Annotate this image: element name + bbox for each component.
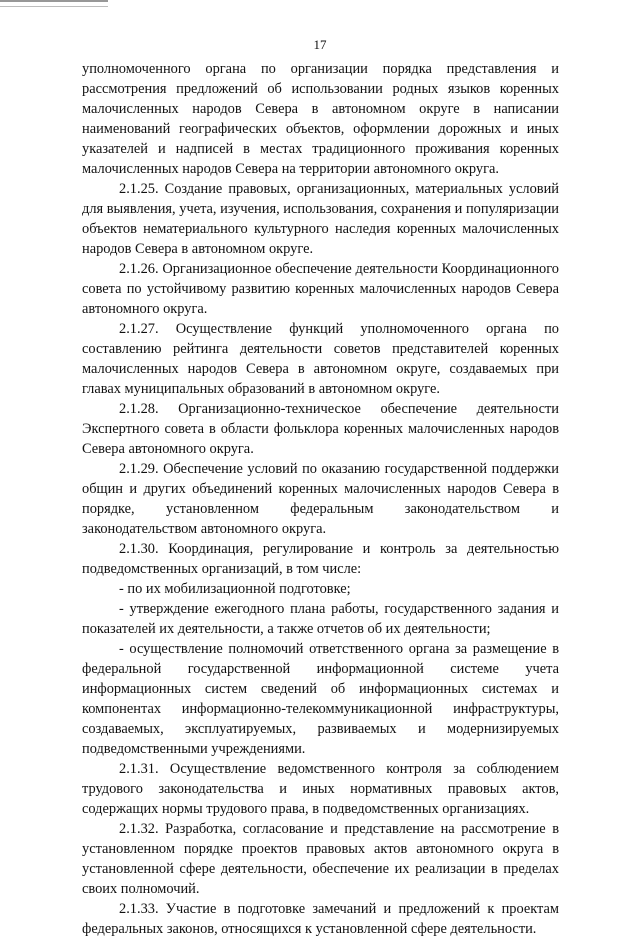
list-item-annual-plan: - утверждение ежегодного плана работы, государственного задания и показателей их деятельности, а также отчетов об их деятельности; <box>82 601 559 637</box>
paragraph-2-1-26: 2.1.26. Организационное обеспечение деятельности Координационного совета по устойчивому развитию коренных малочисленных народов Севера автономного округа. <box>82 261 559 317</box>
paragraph-2-1-29: 2.1.29. Обеспечение условий по оказанию государственной поддержки общин и других объединений коренных малочисленных народов Севера в порядке, установленном федеральным законодательством и законодательством автономного округа. <box>82 461 559 537</box>
list-item-information-systems: - осуществление полномочий ответственного органа за размещение в федеральной государственной информационной системе учета информационных систем сведений об информационных системах и компонентах информационно-телекоммуникационной инфраструктуры, создаваемых, эксплуатируемых, развиваемых и модернизируемых подведомственными учреждениями. <box>82 641 559 757</box>
list-item-mobilization: - по их мобилизационной подготовке; <box>119 581 351 597</box>
paragraph-continuation: уполномоченного органа по организации порядка представления и рассмотрения предложений об использовании родных языков коренных малочисленных народов Севера в автономном округе в написании наименований географических объектов, оформлении дорожных и иных указателей и надписей в местах традиционного проживания коренных малочисленных народов Севера на территории автономного округа. <box>82 61 559 177</box>
paragraph-2-1-33: 2.1.33. Участие в подготовке замечаний и предложений к проектам федеральных законов, относящихся к установленной сфере деятельности. <box>82 901 559 937</box>
paragraph-2-1-25: 2.1.25. Создание правовых, организационных, материальных условий для выявления, учета, изучения, использования, сохранения и популяризации объектов нематериального культурного наследия коренных малочисленных народов Севера в автономном округе. <box>82 181 559 257</box>
paragraph-2-1-30: 2.1.30. Координация, регулирование и контроль за деятельностью подведомственных организаций, в том числе: <box>82 541 559 577</box>
page-number: 17 <box>313 37 327 52</box>
paragraph-2-1-32: 2.1.32. Разработка, согласование и представление на рассмотрение в установленном порядке проектов правовых актов автономного округа в установленной сфере деятельности, обеспечение их реализации в пределах своих полномочий. <box>82 821 559 897</box>
scan-artifact-line <box>0 0 108 7</box>
document-body <box>82 59 559 939</box>
paragraph-2-1-31: 2.1.31. Осуществление ведомственного контроля за соблюдением трудового законодательства и иных нормативных правовых актов, содержащих нормы трудового права, в подведомственных организациях. <box>82 761 559 817</box>
paragraph-2-1-28: 2.1.28. Организационно-техническое обеспечение деятельности Экспертного совета в области фольклора коренных малочисленных народов Севера автономного округа. <box>82 401 559 457</box>
paragraph-2-1-27: 2.1.27. Осуществление функций уполномоченного органа по составлению рейтинга деятельности советов представителей коренных малочисленных народов Севера в автономном округе, создаваемых при главах муниципальных образований в автономном округе. <box>82 321 559 397</box>
